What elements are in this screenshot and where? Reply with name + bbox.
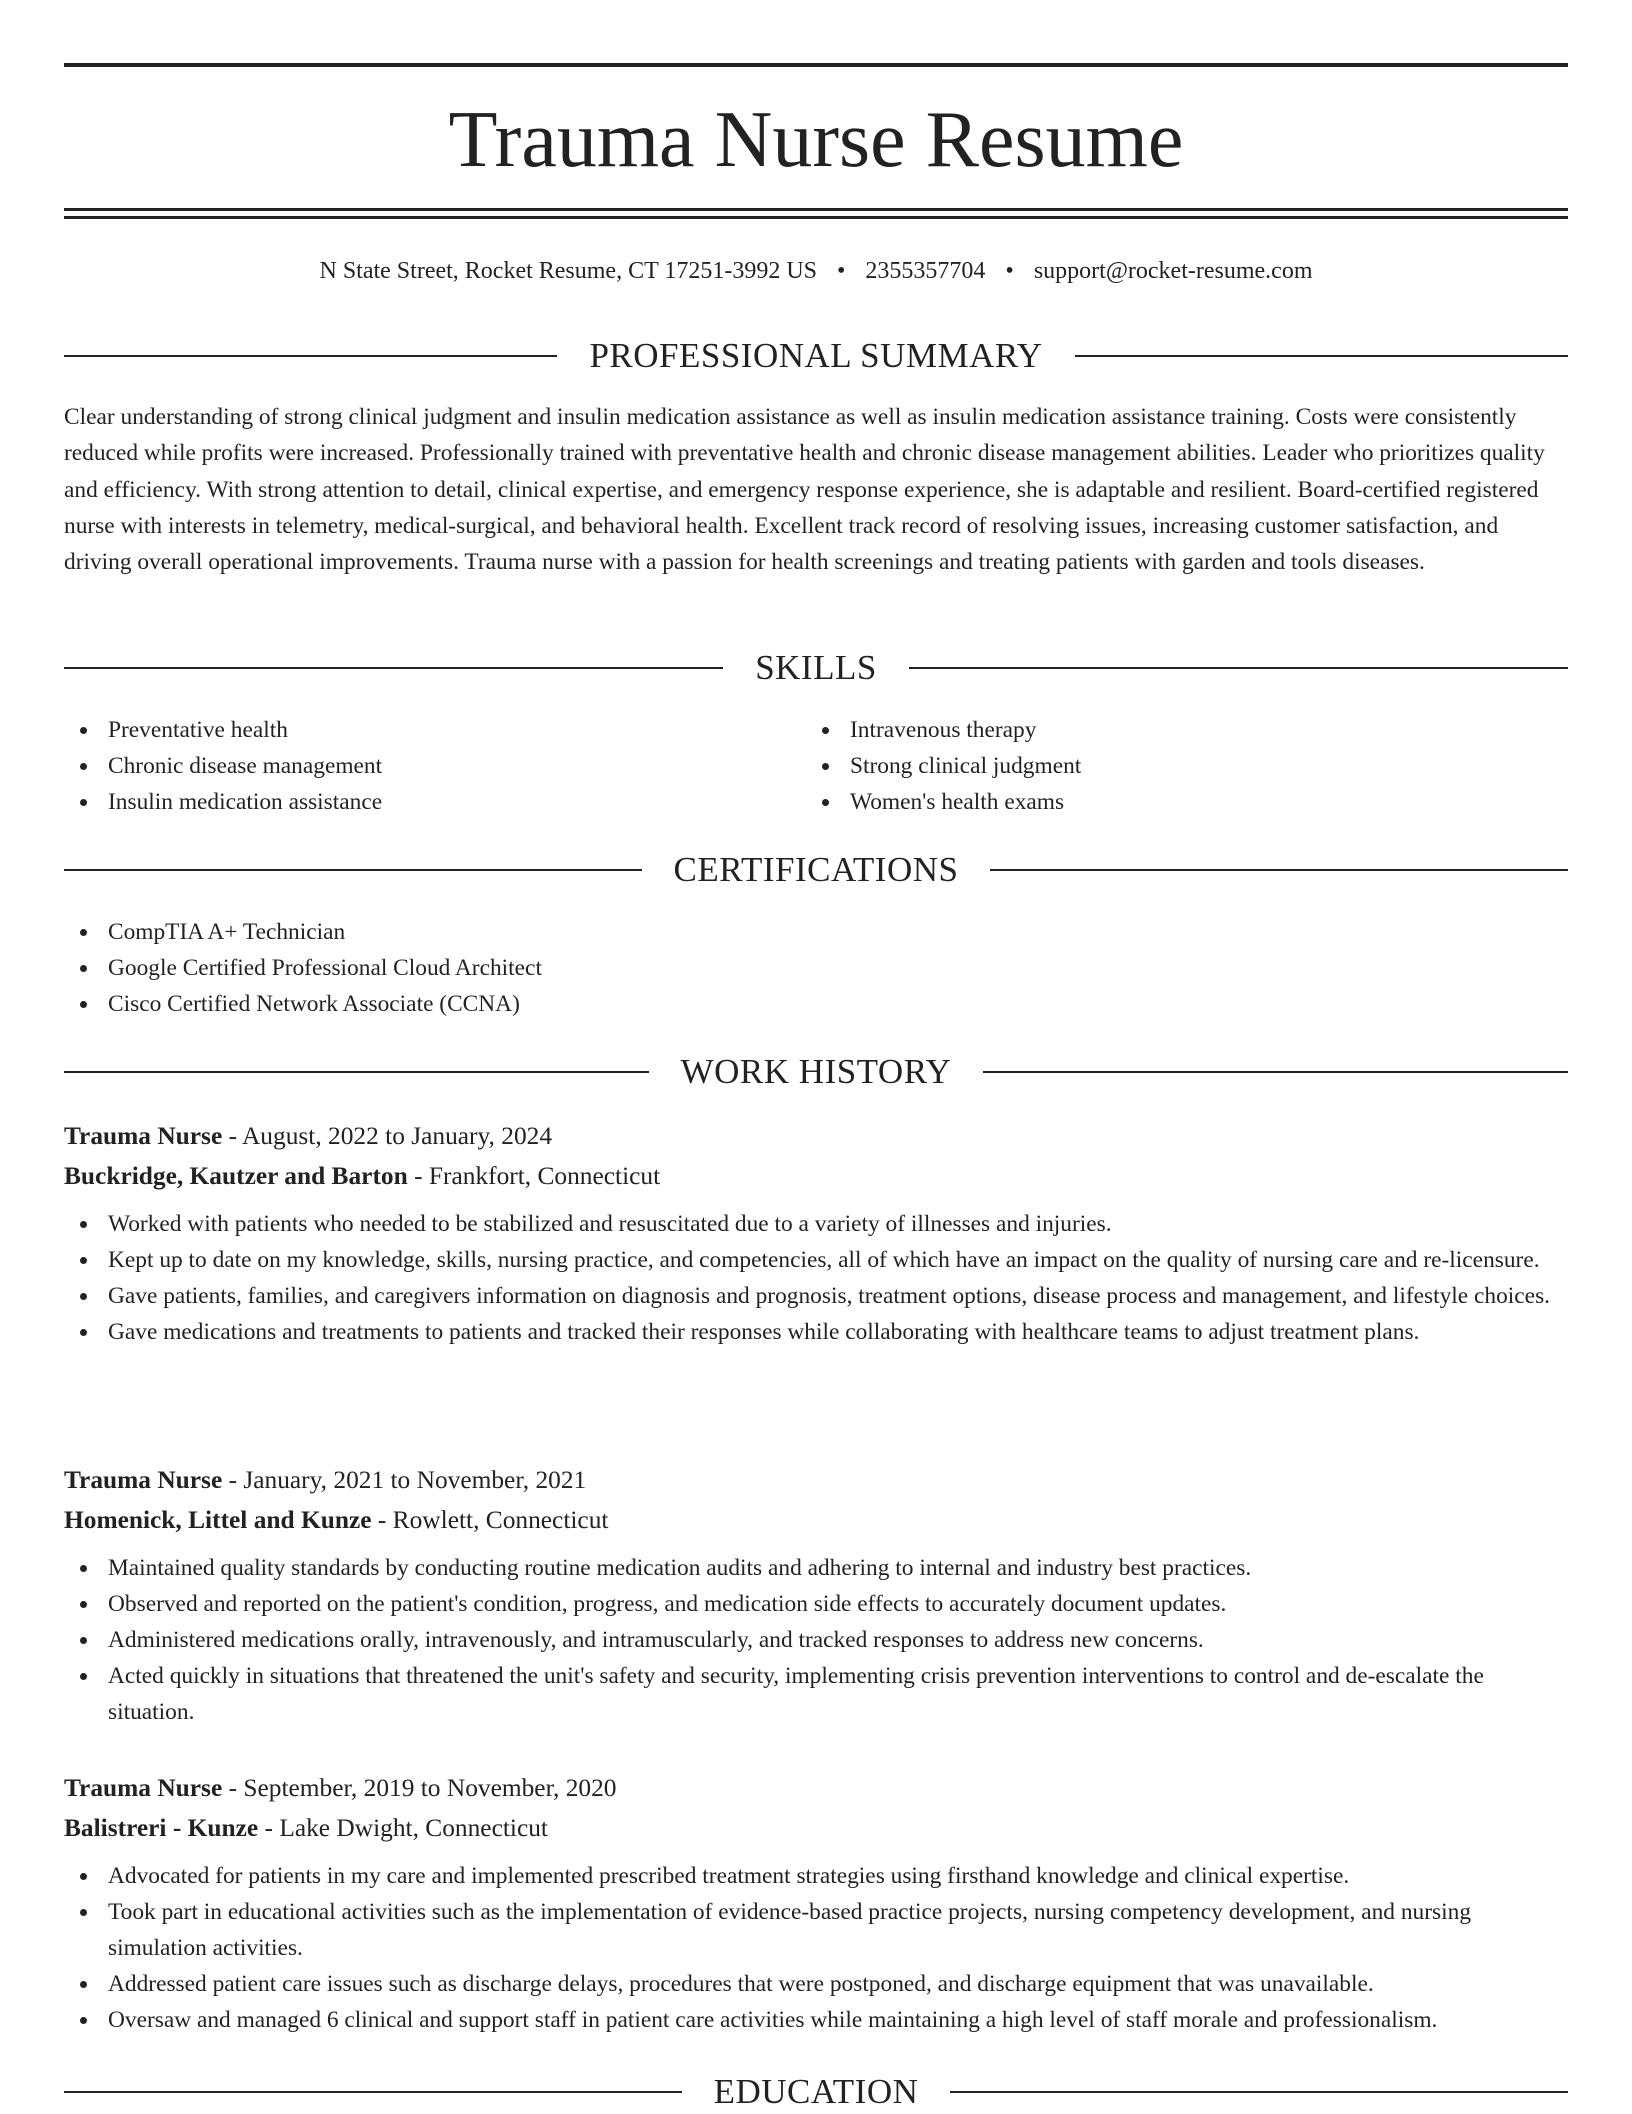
- job-title-line: [64, 1460, 1568, 1500]
- section-rule: [64, 667, 723, 669]
- section-rule: [909, 667, 1568, 669]
- double-rule-upper: [64, 208, 1568, 211]
- job-bullets: [64, 1206, 1568, 1350]
- job-bullet: Kept up to date on my knowledge, skills, nursing practice, and competencies, all of which have an impact on the quality of nursing care and re-licensure.: [64, 1242, 1568, 1278]
- section-header-summary: [64, 334, 1568, 378]
- job-bullets: [64, 1858, 1568, 2038]
- contact-phone: 2355357704: [865, 258, 986, 284]
- skill-item: Chronic disease management: [64, 748, 806, 784]
- skill-item: Insulin medication assistance: [64, 784, 806, 820]
- job-dates: - September, 2019 to November, 2020: [222, 1774, 617, 1802]
- section-title-certifications: CERTIFICATIONS: [673, 850, 959, 889]
- job-entry: [64, 1460, 1568, 1730]
- job-title-line: [64, 1768, 1568, 1808]
- job-dates: - January, 2021 to November, 2021: [222, 1466, 587, 1494]
- job-location: - Rowlett, Connecticut: [371, 1506, 609, 1534]
- contact-email: support@rocket-resume.com: [1033, 258, 1313, 284]
- section-header-certifications: [64, 848, 1568, 892]
- certifications-list: [64, 914, 1568, 1022]
- job-bullet: Oversaw and managed 6 clinical and support staff in patient care activities while maintaining a high level of staff morale and professionalism.: [64, 2002, 1568, 2038]
- section-rule: [1075, 355, 1568, 357]
- job-location: - Lake Dwight, Connecticut: [258, 1814, 548, 1842]
- job-title: Trauma Nurse: [64, 1466, 223, 1494]
- job-bullet: Worked with patients who needed to be stabilized and resuscitated due to a variety of illnesses and injuries.: [64, 1206, 1568, 1242]
- section-title-education: EDUCATION: [713, 2072, 919, 2111]
- job-company-line: [64, 1500, 1568, 1540]
- job-bullet: Gave medications and treatments to patients and tracked their responses while collaborating with healthcare teams to adjust treatment plans.: [64, 1314, 1568, 1350]
- skills-column-right: [806, 712, 1548, 820]
- section-title-work-history: WORK HISTORY: [680, 1052, 952, 1091]
- section-rule: [983, 1071, 1568, 1073]
- job-bullet: Gave patients, families, and caregivers information on diagnosis and prognosis, treatment options, disease process and management, and lifestyle choices.: [64, 1278, 1568, 1314]
- job-bullet: Advocated for patients in my care and implemented prescribed treatment strategies using firsthand knowledge and clinical expertise.: [64, 1858, 1568, 1894]
- section-header-work-history: [64, 1050, 1568, 1094]
- job-title-line: [64, 1116, 1568, 1156]
- section-rule: [64, 2091, 682, 2093]
- job-title: Trauma Nurse: [64, 1774, 223, 1802]
- job-bullet: Maintained quality standards by conducting routine medication audits and adhering to internal and industry best practices.: [64, 1550, 1568, 1586]
- job-company: Buckridge, Kautzer and Barton: [64, 1162, 408, 1190]
- job-title: Trauma Nurse: [64, 1122, 223, 1150]
- job-company-line: [64, 1156, 1568, 1196]
- skill-item: Preventative health: [64, 712, 806, 748]
- section-rule: [64, 1071, 649, 1073]
- resume-title: Trauma Nurse Resume: [448, 96, 1184, 184]
- job-entry: [64, 1768, 1568, 2038]
- section-title-summary: PROFESSIONAL SUMMARY: [589, 336, 1043, 375]
- job-bullet: Took part in educational activities such as the implementation of evidence-based practice projects, nursing competency development, and nursing simulation activities.: [64, 1894, 1568, 1966]
- contact-separator: •: [1005, 258, 1014, 284]
- contact-separator: •: [837, 258, 846, 284]
- double-rule-lower: [64, 216, 1568, 219]
- top-rule: [64, 63, 1568, 67]
- skills-list: [64, 712, 1568, 820]
- section-rule: [64, 869, 642, 871]
- job-bullet: Addressed patient care issues such as discharge delays, procedures that were postponed, and discharge equipment that was unavailable.: [64, 1966, 1568, 2002]
- section-header-skills: [64, 646, 1568, 690]
- job-dates: - August, 2022 to January, 2024: [222, 1122, 553, 1150]
- job-company-line: [64, 1808, 1568, 1848]
- professional-summary: Clear understanding of strong clinical judgment and insulin medication assistance as well as insulin medication assistance training. Costs were consistently reduced while profits were increased. Professionally trained with preventative health and chronic disease management abilities. Leader who prioritizes quality and efficiency. With strong attention to detail, clinical expertise, and emergency response experience, she is adaptable and resilient. Board-certified registered nurse with interests in telemetry, medical-surgical, and behavioral health. Excellent track record of resolving issues, increasing customer satisfaction, and driving overall operational improvements. Trauma nurse with a passion for health screenings and treating patients with garden and tools diseases.: [64, 404, 1545, 576]
- job-bullet: Observed and reported on the patient's condition, progress, and medication side effects to accurately document updates.: [64, 1586, 1568, 1622]
- skill-item: Intravenous therapy: [806, 712, 1548, 748]
- job-company: Balistreri - Kunze: [64, 1814, 259, 1842]
- certification-item: Google Certified Professional Cloud Architect: [64, 950, 1568, 986]
- section-rule: [990, 869, 1568, 871]
- contact-line: [64, 254, 1568, 288]
- skill-item: Strong clinical judgment: [806, 748, 1548, 784]
- certification-item: Cisco Certified Network Associate (CCNA): [64, 986, 1568, 1022]
- section-rule: [64, 355, 557, 357]
- section-rule: [950, 2091, 1568, 2093]
- job-company: Homenick, Littel and Kunze: [64, 1506, 372, 1534]
- skills-column-left: [64, 712, 806, 820]
- section-header-education: [64, 2070, 1568, 2114]
- skill-item: Women's health exams: [806, 784, 1548, 820]
- job-bullets: [64, 1550, 1568, 1730]
- certification-item: CompTIA A+ Technician: [64, 914, 1568, 950]
- job-bullet: Acted quickly in situations that threatened the unit's safety and security, implementing crisis prevention interventions to control and de-escalate the situation.: [64, 1658, 1568, 1730]
- section-title-skills: SKILLS: [755, 648, 877, 687]
- job-entry: [64, 1116, 1568, 1350]
- job-location: - Frankfort, Connecticut: [407, 1162, 661, 1190]
- job-bullet: Administered medications orally, intravenously, and intramuscularly, and tracked responses to address new concerns.: [64, 1622, 1568, 1658]
- contact-address: N State Street, Rocket Resume, CT 17251-3992 US: [319, 258, 817, 284]
